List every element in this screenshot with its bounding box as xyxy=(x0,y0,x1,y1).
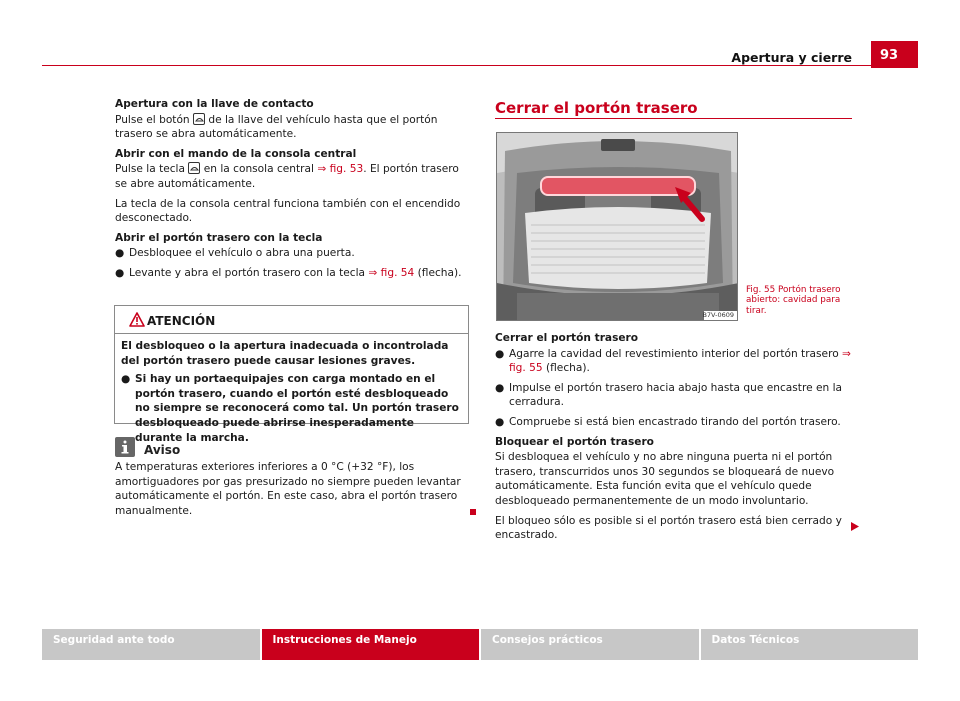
figure-caption: Fig. 55 Portón trasero abierto: cavidad para tirar. xyxy=(746,285,841,316)
left-column xyxy=(115,97,468,286)
link-fig-54[interactable]: ⇒ fig. 54 xyxy=(368,266,415,279)
list-item: ● Impulse el portón trasero hacia abajo hasta que encastre en la cerradura. xyxy=(495,381,843,409)
heading-ignition-key: Apertura con la llave de contacto xyxy=(115,98,314,110)
heading-console: Abrir con el mando de la consola central xyxy=(115,147,357,160)
note-body: A temperaturas exteriores inferiores a 0 °C (+32 °F), los amortiguadores por gas presurizado no siempre pueden levantar automáticamente el portón. En este caso, abra el portón trasero manualmente. xyxy=(115,460,468,518)
paragraph-console-note: La tecla de la consola central funciona también con el encendido desconectado. xyxy=(115,197,461,225)
footer-nav xyxy=(42,629,918,660)
list-item: ● Levante y abra el portón trasero con la tecla ⇒ fig. 54 (flecha). xyxy=(115,266,462,279)
warning-body xyxy=(115,334,468,445)
link-fig-55[interactable]: ⇒ fig. 55 xyxy=(509,347,851,375)
link-fig-53[interactable]: ⇒ fig. 53 xyxy=(317,163,364,176)
page-number: 93 xyxy=(871,41,918,68)
tailgate-button-icon xyxy=(188,162,200,174)
heading-lock-tailgate: Bloquear el portón trasero xyxy=(495,435,654,448)
paragraph-ignition-key: Pulse el botón de la llave del vehículo hasta que el portón trasero se abra automáticamente. xyxy=(115,113,438,141)
bullet-dot: ● xyxy=(121,373,131,386)
note-title: Aviso xyxy=(144,443,181,457)
section-title: Cerrar el portón trasero xyxy=(495,99,698,117)
warning-paragraph: El desbloqueo o la apertura inadecuada o incontrolada del portón trasero puede causar lesiones graves. xyxy=(121,340,449,367)
warning-list-item: ● Si hay un portaequipajes con carga montado en el portón trasero, cuando el portón esté desbloqueado no siempre se reconocerá como tal. Un portón trasero desbloqueado puede abrirse inesperadamente durante la marcha. xyxy=(121,373,459,444)
paragraph-console: Pulse la tecla en la consola central ⇒ fig. 53. El portón trasero se abre automáticamente. xyxy=(115,163,459,190)
paragraph-lock-condition: El bloqueo sólo es posible si el portón trasero está bien cerrado y encastrado. xyxy=(495,514,842,542)
figure-code: B7V-0609 xyxy=(702,311,734,319)
tab-instrucciones[interactable]: Instrucciones de Manejo xyxy=(262,629,480,660)
tab-seguridad[interactable]: Seguridad ante todo xyxy=(42,629,260,660)
bullet-dot: ● xyxy=(495,415,505,428)
continue-arrow-icon xyxy=(851,522,859,531)
header-rule xyxy=(42,65,918,66)
tailgate-illustration xyxy=(497,133,738,321)
figure-tailgate-open xyxy=(496,132,738,321)
bullet-dot: ● xyxy=(115,266,125,279)
right-column xyxy=(495,331,852,548)
tab-datos-tecnicos[interactable]: Datos Técnicos xyxy=(701,629,919,660)
heading-close-tailgate: Cerrar el portón trasero xyxy=(495,332,639,344)
end-of-section-marker xyxy=(470,509,476,515)
tailgate-key-icon xyxy=(193,113,205,125)
bullet-dot: ● xyxy=(495,347,505,360)
warning-header xyxy=(115,306,468,334)
chapter-title: Apertura y cierre xyxy=(731,50,852,65)
warning-title: ATENCIÓN xyxy=(147,314,216,328)
bullet-dot: ● xyxy=(115,247,125,260)
note-info-icon xyxy=(115,437,135,457)
section-rule xyxy=(495,118,852,119)
warning-triangle-icon xyxy=(129,312,145,327)
list-item: ● Desbloquee el vehículo o abra una puerta. xyxy=(115,247,355,260)
paragraph-auto-lock: Si desbloquea el vehículo y no abre ninguna puerta ni el portón trasero, transcurridos unos 30 segundos se bloqueará de nuevo automáticamente. Esta función evita que el vehículo quede desbloqueado permanentemente de un modo involuntario. xyxy=(495,451,835,507)
tab-consejos[interactable]: Consejos prácticos xyxy=(481,629,699,660)
warning-box xyxy=(114,305,469,444)
list-item: ● Compruebe si está bien encastrado tirando del portón trasero. xyxy=(495,415,841,428)
heading-tailgate-button: Abrir el portón trasero con la tecla xyxy=(115,231,323,244)
bullet-dot: ● xyxy=(495,381,505,394)
list-item: ● Agarre la cavidad del revestimiento interior del portón trasero ⇒ fig. 55 (flecha). xyxy=(495,347,851,375)
